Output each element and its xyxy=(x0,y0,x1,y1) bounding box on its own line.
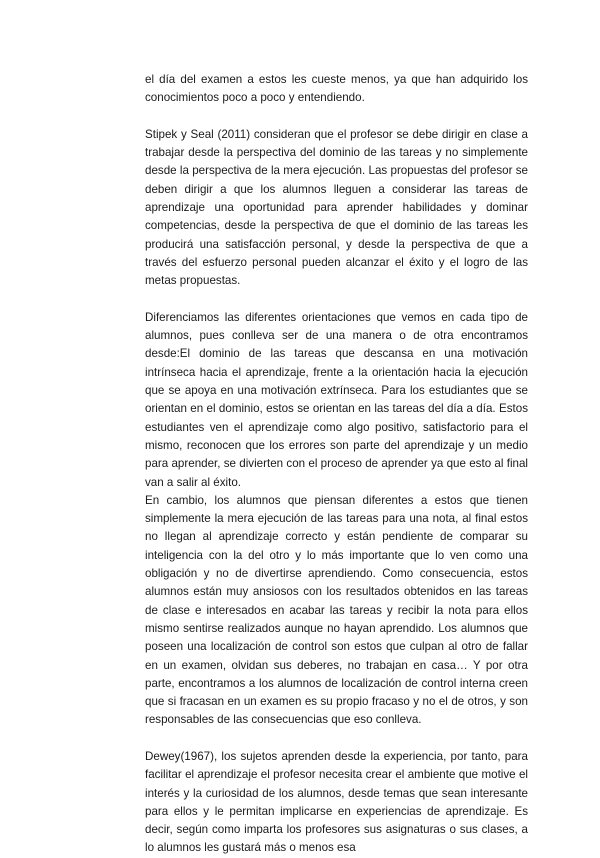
paragraph-orientations: Diferenciamos las diferentes orientaciones que vemos en cada tipo de alumnos, pues conlleva ser de una manera o de otra encontramos desde:El dominio de las tareas que descansa en una motivación intrínseca hacia el aprendizaje, frente a la orientación hacia la ejecución que se apoya en una motivación extrínseca. Para los estudiantes que se orientan en el dominio, estos se orientan en las tareas del día a día. Estos estudiantes ven el aprendizaje como algo positivo, satisfactorio para el mismo, reconocen que los errores son parte del aprendizaje y un medio para aprender, se divierten con el proceso de aprender ya que esto al final van a salir al éxito. xyxy=(145,310,528,489)
paragraph-dewey: Dewey(1967), los sujetos aprenden desde la experiencia, por tanto, para facilitar el aprendizaje el profesor necesita crear el ambiente que motive el interés y la curiosidad de los alumnos, desde temas que sean interesante para ellos y le permitan implicarse en experiencias de aprendizaje. Es decir, según como imparta los profesores sus asignaturas o sus clases, a lo alumnos les gustará más o menos esa xyxy=(145,749,528,855)
paragraph-stipek-seal: Stipek y Seal (2011) consideran que el profesor se debe dirigir en clase a trabajar desde la perspectiva del dominio de las tareas y no simplemente desde la perspectiva de la mera ejecución. Las propuestas del profesor se deben dirigir a que los alumnos lleguen a considerar las tareas de aprendizaje una oportunidad para aprender habilidades y dominar competencias, desde la perspectiva de que el dominio de las tareas les producirá una satisfacción personal, y desde la perspectiva de que a través del esfuerzo personal pueden alcanzar el éxito y el logro de las metas propuestas. xyxy=(145,127,528,288)
paragraph-exam-continuation: el día del examen a estos les cueste menos, ya que han adquirido los conocimientos poco a poco y entendiendo. xyxy=(145,73,528,105)
body-text xyxy=(145,71,528,858)
paragraph-execution-students: En cambio, los alumnos que piensan diferentes a estos que tienen simplemente la mera ejecución de las tareas para una nota, al final estos no llegan al aprendizaje correcto y están pendiente de comparar su inteligencia con la del otro y lo más importante que lo ven como una obligación y no de divertirse aprendiendo. Como consecuencia, estos alumnos están muy ansiosos con los resultados obtenidos en las tareas de clase e interesados en acabar las tareas y recibir la nota para ellos mismo sentirse realizados aunque no hayan aprendido. Los alumnos que poseen una localización de control son estos que culpan al otro de fallar en un examen, olvidan sus deberes, no trabajan en casa… Y por otra parte, encontramos a los alumnos de localización de control interna creen que si fracasan en un examen es su propio fracaso y no el de otros, y son responsables de las consecuencias que eso conlleva. xyxy=(145,493,528,727)
